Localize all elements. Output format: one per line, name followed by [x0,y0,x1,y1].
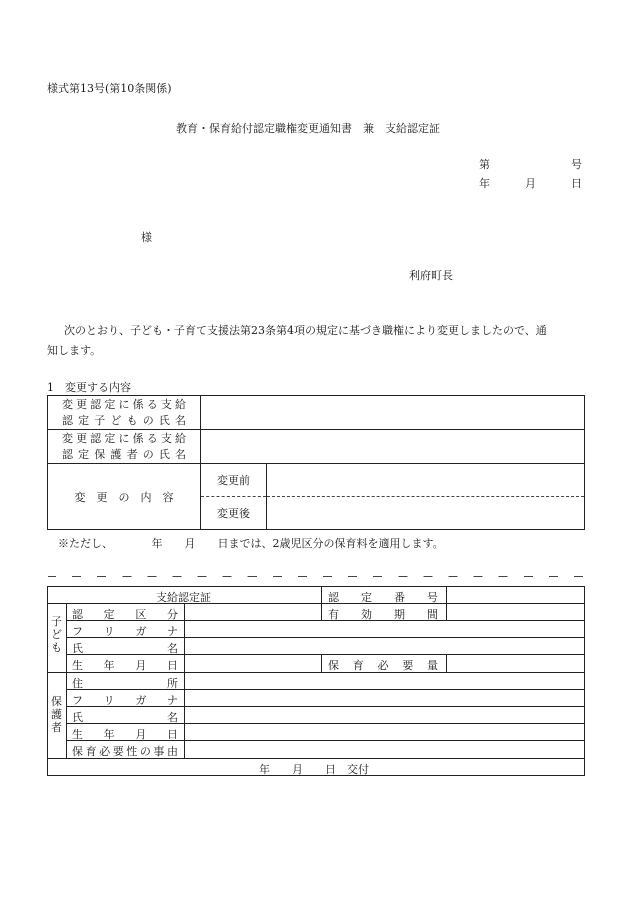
form-number: 様式第13号(第10条関係) [47,82,172,95]
certificate [47,586,585,776]
furigana-label: フ リ ガ ナ [72,625,178,638]
before-value[interactable] [267,464,585,497]
issuer: 利府町長 [409,269,453,282]
guardian-name-value[interactable] [201,430,585,464]
document-title: 教育・保育給付認定職権変更通知書 兼 支給認定証 [176,122,440,135]
note: ※ただし、 年 月 日までは、2歳児区分の保育料を適用します。 [58,537,444,550]
guardian-birthdate-label: 生 年 月 日 [72,728,178,741]
child-name-value[interactable] [201,396,585,430]
required-amount-label: 保 育 必 要 量 [328,659,438,672]
name-label: 氏 名 [72,642,178,655]
valid-period-label: 有 効 期 間 [328,608,438,621]
number-suffix: 号 [571,158,582,171]
issued-date: 年 月 日 交付 [259,763,369,776]
guardian-furigana-label: フ リ ガ ナ [72,694,178,707]
cert-number-label: 認 定 番 号 [328,591,438,604]
body-text-line1: 次のとおり、子ども・子育て支援法第23条第4項の規定に基づき職権により変更しましたので、通 [64,324,547,337]
cut-line [48,576,586,577]
guardian-name-label: 氏 名 [72,711,178,724]
after-value[interactable] [267,497,585,530]
date-day: 日 [571,177,582,190]
recipient-suffix: 様 [141,231,152,244]
number-prefix: 第 [479,158,490,171]
before-label: 変更前 [201,464,267,497]
birthdate-label: 生 年 月 日 [72,659,178,672]
child-group-label: 子ども [51,615,62,654]
address-label: 住 所 [72,677,178,690]
date-year: 年 [479,177,490,190]
section1-heading: 1 変更する内容 [47,381,131,394]
body-text-line2: 知します。 [47,344,102,357]
category-label: 認 定 区 分 [72,608,178,621]
cert-header-label: 支給認定証 [156,591,211,604]
guardian-name-label: 変更認定に係る支給 認定保護者の氏名 [48,430,201,464]
child-name-label: 変更認定に係る支給 認定子どもの氏名 [48,396,201,430]
change-content-label: 変 更 の 内 容 [48,464,201,530]
reason-label: 保育必要性の事由 [72,745,178,758]
change-table [47,395,585,530]
guardian-group-label: 保護者 [51,695,62,734]
after-label: 変更後 [201,497,267,530]
date-month: 月 [525,177,536,190]
